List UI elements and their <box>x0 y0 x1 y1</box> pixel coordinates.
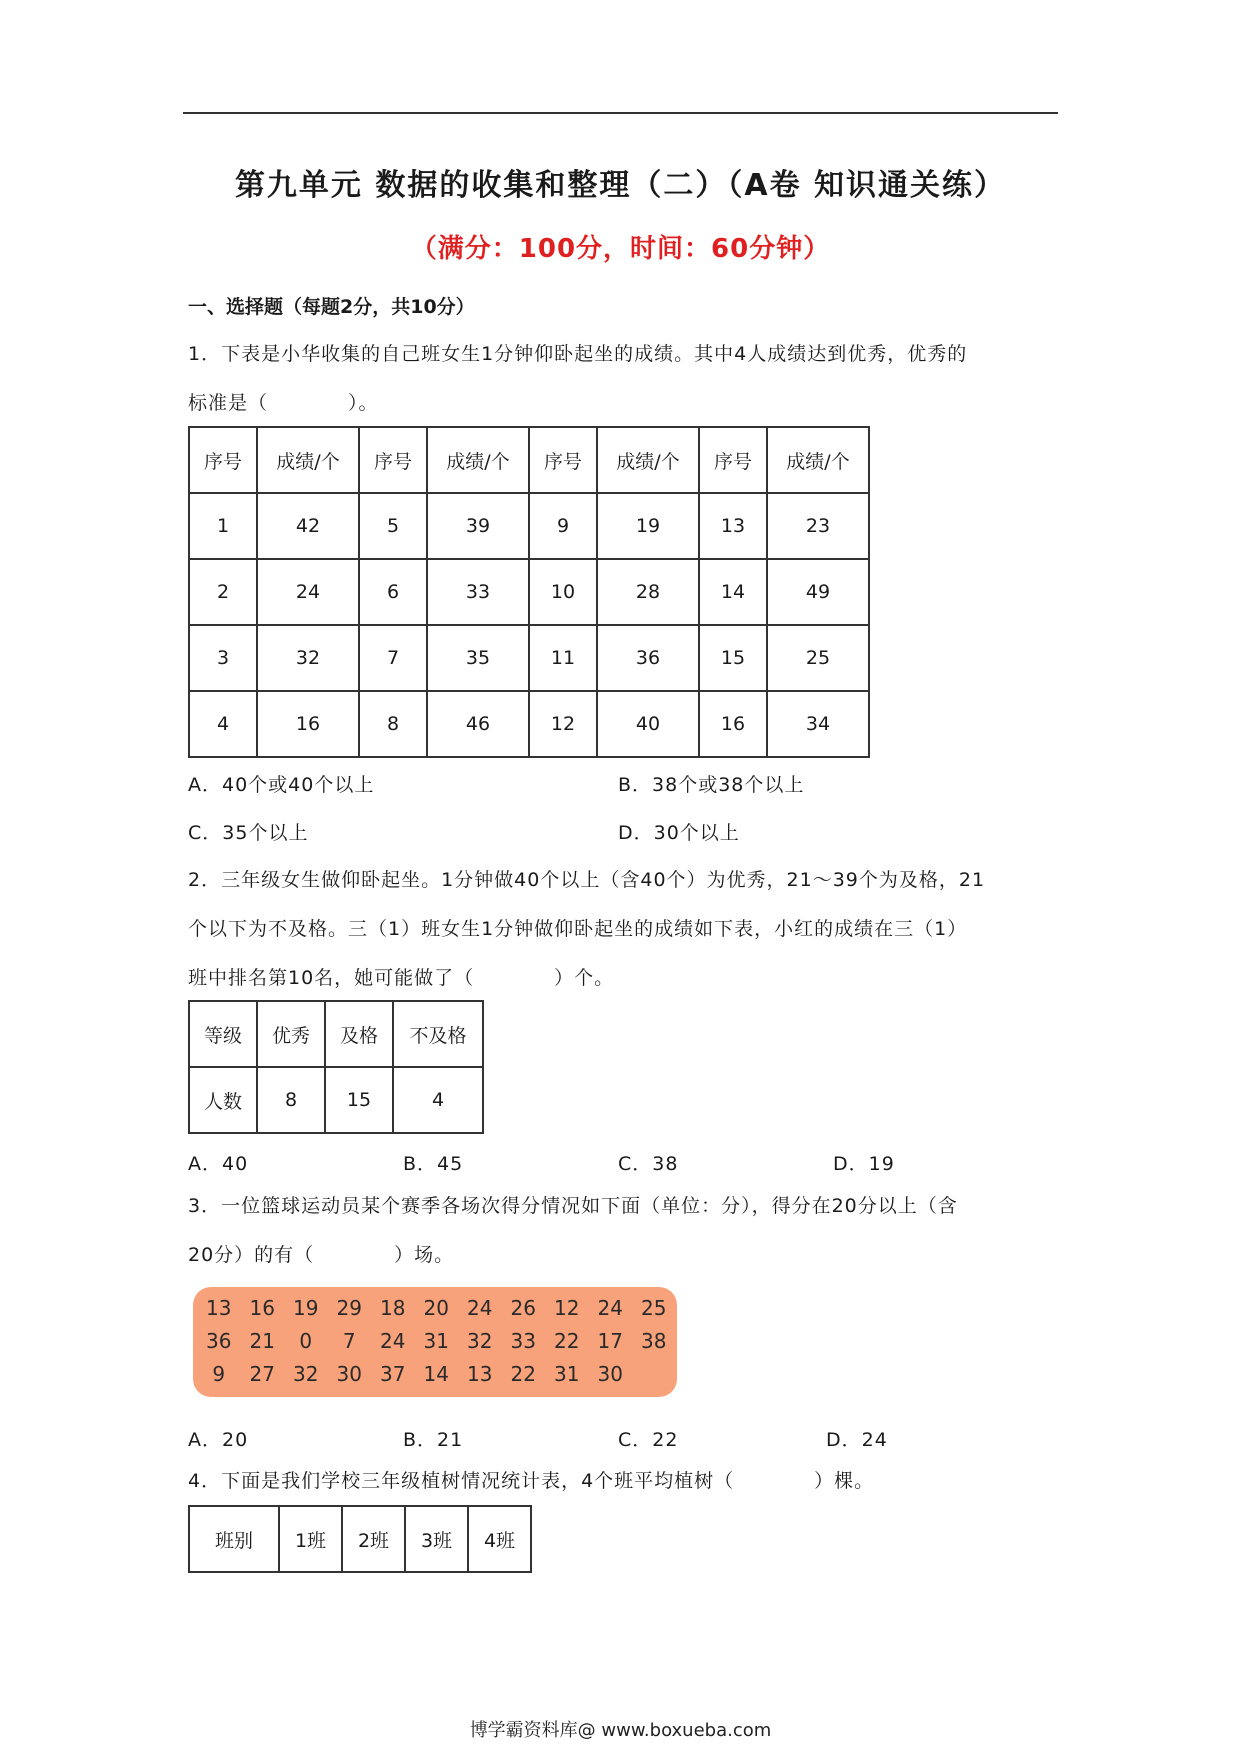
score-value: 24 <box>597 1295 623 1320</box>
table-row <box>189 691 869 757</box>
q1-cell: 13 <box>699 493 767 559</box>
score-value: 25 <box>641 1295 667 1320</box>
score-value: 22 <box>510 1361 536 1386</box>
q2-header-cell: 等级 <box>189 1001 257 1067</box>
q1-cell: 4 <box>189 691 257 757</box>
score-value: 29 <box>336 1295 362 1320</box>
q1-cell: 14 <box>699 559 767 625</box>
score-value: 16 <box>249 1295 275 1320</box>
header-rule <box>183 112 1058 114</box>
question-4-line: 4．下面是我们学校三年级植树情况统计表，4个班平均植树（ ）棵。 <box>188 1470 875 1492</box>
table-row <box>189 493 869 559</box>
score-value: 9 <box>212 1361 226 1386</box>
score-value: 30 <box>336 1361 362 1386</box>
q1-cell: 42 <box>257 493 359 559</box>
q1-cell: 33 <box>427 559 529 625</box>
q4-header-cell: 3班 <box>405 1506 468 1572</box>
score-value: 19 <box>293 1295 319 1320</box>
q1-cell: 12 <box>529 691 597 757</box>
score-value: 31 <box>554 1361 580 1386</box>
q4-header-cell: 2班 <box>342 1506 405 1572</box>
score-value: 30 <box>597 1361 623 1386</box>
q3-option-d[interactable]: D．24 <box>826 1429 888 1451</box>
q1-header-cell: 序号 <box>189 427 257 493</box>
q1-cell: 3 <box>189 625 257 691</box>
score-value: 17 <box>597 1328 623 1353</box>
score-value: 32 <box>467 1328 493 1353</box>
question-4-text <box>188 1457 1058 1506</box>
q1-cell: 10 <box>529 559 597 625</box>
q1-cell: 40 <box>597 691 699 757</box>
q1-cell: 16 <box>699 691 767 757</box>
q1-cell: 32 <box>257 625 359 691</box>
q2-cell: 人数 <box>189 1067 257 1133</box>
q1-cell: 5 <box>359 493 427 559</box>
question-3-text <box>188 1182 1058 1280</box>
table-row <box>189 559 869 625</box>
page-subtitle: （满分：100分，时间：60分钟） <box>410 234 831 264</box>
q1-cell: 24 <box>257 559 359 625</box>
question-1-line: 1．下表是小华收集的自己班女生1分钟仰卧起坐的成绩。其中4人成绩达到优秀，优秀的 <box>188 343 968 365</box>
score-value: 12 <box>554 1295 580 1320</box>
score-value: 14 <box>423 1361 449 1386</box>
score-value: 7 <box>342 1328 356 1353</box>
q1-cell: 19 <box>597 493 699 559</box>
q1-cell: 11 <box>529 625 597 691</box>
score-row <box>197 1357 677 1390</box>
score-value: 36 <box>206 1328 232 1353</box>
q1-cell: 39 <box>427 493 529 559</box>
score-value: 24 <box>380 1328 406 1353</box>
q1-cell: 35 <box>427 625 529 691</box>
score-value: 37 <box>380 1361 406 1386</box>
q1-cell: 2 <box>189 559 257 625</box>
q1-cell: 23 <box>767 493 869 559</box>
q1-cell: 46 <box>427 691 529 757</box>
question-2-line: 个以下为不及格。三（1）班女生1分钟做仰卧起坐的成绩如下表，小红的成绩在三（1） <box>188 918 968 940</box>
score-value: 13 <box>206 1295 232 1320</box>
score-value: 27 <box>249 1361 275 1386</box>
q3-option-c[interactable]: C．22 <box>618 1429 679 1451</box>
q1-cell: 15 <box>699 625 767 691</box>
score-value: 20 <box>423 1295 449 1320</box>
score-value: 31 <box>423 1328 449 1353</box>
q1-cell: 8 <box>359 691 427 757</box>
q1-cell: 36 <box>597 625 699 691</box>
q2-header-cell: 及格 <box>325 1001 393 1067</box>
question-2-text <box>188 856 1058 1003</box>
table-row <box>189 625 869 691</box>
q2-option-d[interactable]: D．19 <box>833 1153 895 1175</box>
q1-cell: 16 <box>257 691 359 757</box>
q1-cell: 1 <box>189 493 257 559</box>
score-value: 24 <box>467 1295 493 1320</box>
q1-option-d[interactable]: D．30个以上 <box>618 822 740 844</box>
q1-header-cell: 序号 <box>699 427 767 493</box>
question-2-line: 2．三年级女生做仰卧起坐。1分钟做40个以上（含40个）为优秀，21～39个为及格，21 <box>188 869 986 891</box>
q1-cell: 49 <box>767 559 869 625</box>
q2-header-cell: 不及格 <box>393 1001 483 1067</box>
q1-header-cell: 成绩/个 <box>597 427 699 493</box>
score-value: 26 <box>510 1295 536 1320</box>
page-title: 第九单元 数据的收集和整理（二）（A卷 知识通关练） <box>234 168 1007 203</box>
q1-cell: 9 <box>529 493 597 559</box>
q1-option-c[interactable]: C．35个以上 <box>188 822 309 844</box>
question-1-line: 标准是（ ）。 <box>188 392 379 414</box>
question-3-line: 20分）的有（ ）场。 <box>188 1244 455 1266</box>
q2-option-a[interactable]: A．40 <box>188 1153 249 1175</box>
question-1-text <box>188 330 1058 428</box>
score-value: 21 <box>249 1328 275 1353</box>
q3-option-b[interactable]: B．21 <box>403 1429 464 1451</box>
q1-option-a[interactable]: A．40个或40个以上 <box>188 774 375 796</box>
score-row <box>197 1324 677 1357</box>
score-value: 38 <box>641 1328 667 1353</box>
q1-cell: 34 <box>767 691 869 757</box>
q1-header-row <box>189 427 869 493</box>
score-value: 22 <box>554 1328 580 1353</box>
q3-score-box <box>193 1287 677 1397</box>
score-row <box>197 1291 677 1324</box>
q2-cell: 15 <box>325 1067 393 1133</box>
q1-header-cell: 序号 <box>359 427 427 493</box>
score-value: 32 <box>293 1361 319 1386</box>
q1-header-cell: 序号 <box>529 427 597 493</box>
q2-option-c[interactable]: C．38 <box>618 1153 679 1175</box>
q1-header-cell: 成绩/个 <box>257 427 359 493</box>
q4-header-cell: 班别 <box>189 1506 279 1572</box>
q2-cell: 4 <box>393 1067 483 1133</box>
q2-header-cell: 优秀 <box>257 1001 325 1067</box>
score-value: 0 <box>299 1328 313 1353</box>
q1-header-cell: 成绩/个 <box>767 427 869 493</box>
question-2-line: 班中排名第10名，她可能做了（ ）个。 <box>188 967 615 989</box>
q1-header-cell: 成绩/个 <box>427 427 529 493</box>
question-3-line: 3．一位篮球运动员某个赛季各场次得分情况如下面（单位：分），得分在20分以上（含 <box>188 1195 958 1217</box>
q4-class-table <box>188 1505 532 1573</box>
score-value: 18 <box>380 1295 406 1320</box>
score-value: 33 <box>510 1328 536 1353</box>
q1-cell: 6 <box>359 559 427 625</box>
q4-header-cell: 4班 <box>468 1506 531 1572</box>
q2-cell: 8 <box>257 1067 325 1133</box>
q2-grade-table <box>188 1000 484 1134</box>
section-title: 一、选择题（每题2分，共10分） <box>188 296 475 318</box>
q3-option-a[interactable]: A．20 <box>188 1429 249 1451</box>
q1-option-b[interactable]: B．38个或38个以上 <box>618 774 805 796</box>
score-value: 13 <box>467 1361 493 1386</box>
q1-cell: 28 <box>597 559 699 625</box>
footer-watermark: 博学霸资料库@ www.boxueba.com <box>469 1720 772 1741</box>
q2-option-b[interactable]: B．45 <box>403 1153 464 1175</box>
q1-cell: 25 <box>767 625 869 691</box>
q1-score-table <box>188 426 870 758</box>
q4-header-cell: 1班 <box>279 1506 342 1572</box>
q1-cell: 7 <box>359 625 427 691</box>
